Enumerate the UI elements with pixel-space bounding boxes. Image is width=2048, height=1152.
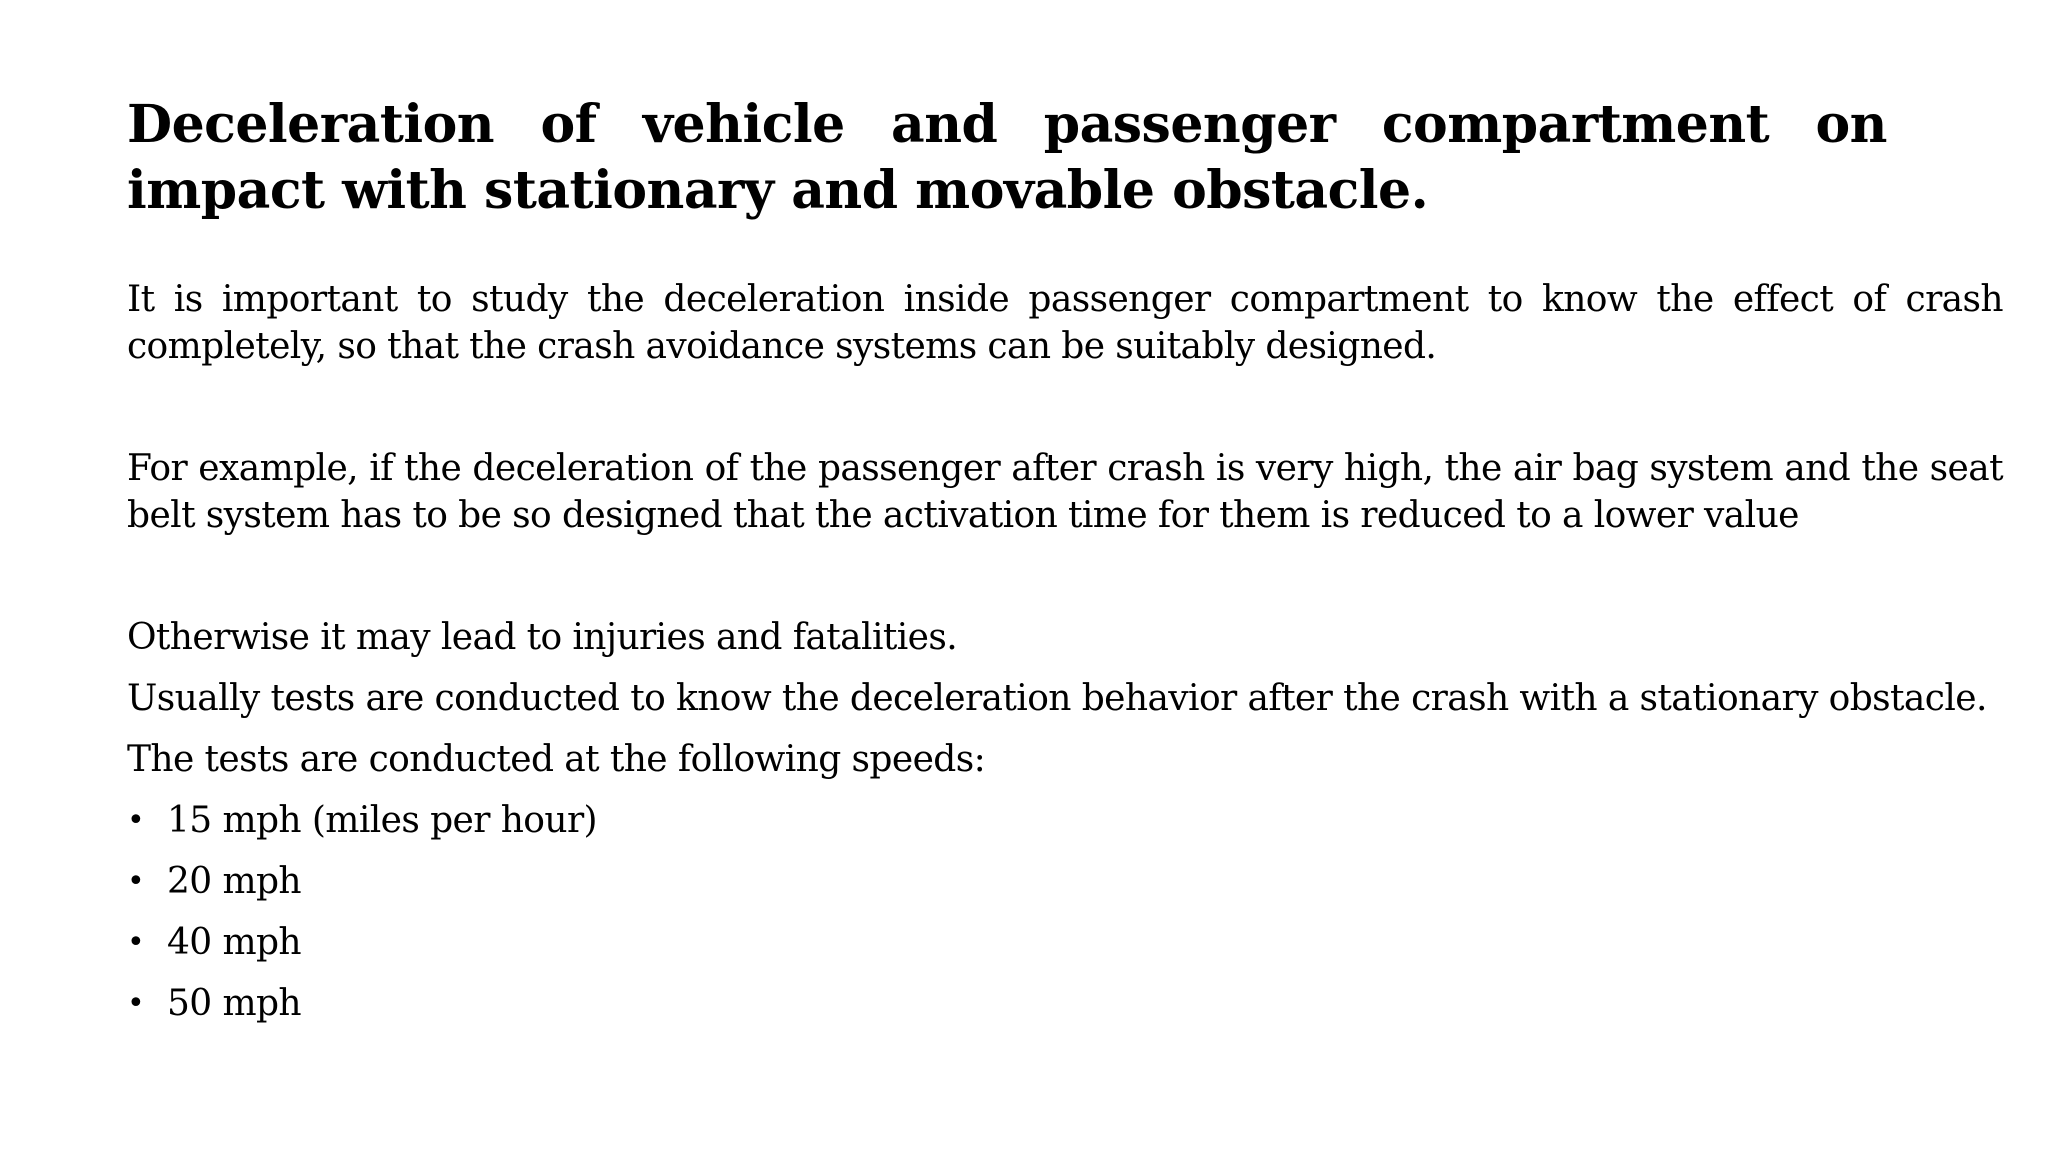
paragraph-example: For example, if the deceleration of the passenger after crash is very high, the air bag system and the seat belt system has to be so designed that the activation time for them is reduced to a lower value	[127, 448, 2003, 536]
bullet-icon: •	[127, 925, 145, 960]
speed-list	[127, 797, 2003, 1041]
list-item	[127, 919, 2003, 980]
paragraph-spacer	[127, 370, 2003, 445]
list-item-text: 40 mph	[167, 922, 302, 963]
bullet-icon: •	[127, 864, 145, 899]
text-line-speeds-intro: The tests are conducted at the following speeds:	[127, 739, 986, 780]
list-item	[127, 980, 2003, 1041]
text-line-tests: Usually tests are conducted to know the deceleration behavior after the crash with a stationary obstacle.	[127, 678, 1987, 719]
list-item	[127, 858, 2003, 919]
bullet-icon: •	[127, 986, 145, 1021]
list-item	[127, 797, 2003, 858]
paragraph-spacer	[127, 539, 2003, 614]
paragraph-importance: It is important to study the deceleration inside passenger compartment to know the effect of crash completely, so that the crash avoidance systems can be suitably designed.	[127, 279, 2003, 367]
bullet-icon: •	[127, 803, 145, 838]
list-item-text: 15 mph (miles per hour)	[167, 800, 597, 841]
list-item-text: 50 mph	[167, 983, 302, 1024]
text-line-injuries: Otherwise it may lead to injuries and fatalities.	[127, 617, 958, 658]
list-item-text: 20 mph	[167, 861, 302, 902]
slide-title: Deceleration of vehicle and passenger compartment on impact with stationary and movable obstacle.	[127, 94, 1887, 221]
slide-body	[127, 276, 2003, 1041]
